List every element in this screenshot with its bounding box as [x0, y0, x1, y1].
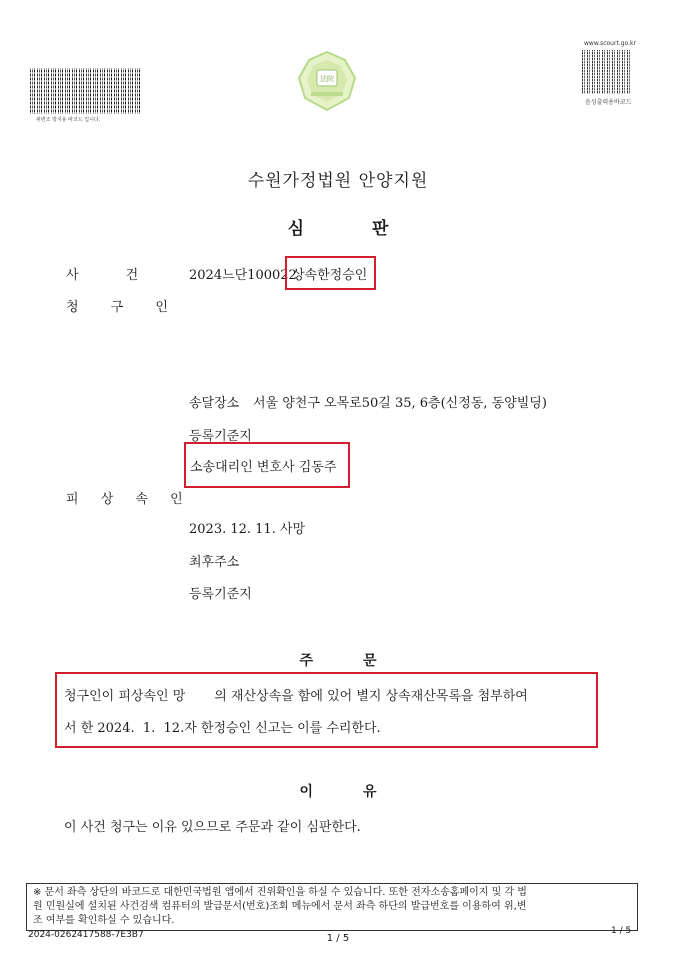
last-address-label: 최후주소 [189, 555, 240, 570]
reason-title [0, 781, 676, 801]
order-line-2: 서 한 2024. 1. 12.자 한정승인 신고는 이를 수리한다. [64, 721, 381, 736]
page-number-right: 1 / 5 [611, 926, 632, 936]
death-date: 2023. 12. 11. 사망 [189, 522, 306, 537]
reason-text: 이 사건 청구는 이유 있으므로 주문과 같이 심판한다. [64, 820, 361, 835]
order-highlight [55, 672, 598, 748]
voice-barcode-caption: 음성출력용바코드 [585, 99, 632, 106]
reason-title-char-2: 유 [363, 784, 377, 800]
case-label: 사 건 [66, 268, 140, 283]
barcode-caption: 위변조 방지용 바코드 입니다. [36, 117, 101, 123]
court-seal-icon [297, 50, 357, 112]
deceased-label: 피 상 속 인 [66, 492, 192, 507]
court-name: 수원가정법원 안양지원 [247, 171, 429, 191]
order-line-1: 청구인이 피상속인 망 의 재산상속을 함에 있어 별지 상속재산목록을 첨부하여 [64, 689, 528, 704]
title-char-2: 판 [372, 219, 389, 239]
authenticity-notice [26, 883, 638, 931]
delivery-address: 서울 양천구 오목로50길 35, 6층(신정동, 동양빌딩) [253, 396, 547, 411]
attorney-highlight [184, 442, 350, 488]
notice-line-3: 조 여부를 확인하실 수 있습니다. [33, 915, 175, 926]
delivery-label: 송달장소 [189, 396, 240, 411]
court-url: www.scourt.go.kr [584, 40, 636, 47]
claimant-registry-label: 등록기준지 [189, 429, 252, 444]
issue-number: 2024-0262417588-7E3B7 [28, 930, 144, 940]
notice-line-1: ※ 문서 좌측 상단의 바코드로 대한민국법원 앱에서 진위확인을 하실 수 있습니다. 또한 전자소송홈페이지 및 각 법 [33, 887, 527, 898]
voice-output-barcode [582, 50, 630, 94]
title-char-1: 심 [287, 219, 304, 239]
notice-line-2: 원 민원실에 설치된 사건검색 컴퓨터의 발급문서(번호)조회 메뉴에서 문서 좌측 하단의 발급번호를 이용하여 위,변 [33, 901, 527, 912]
order-title-char-2: 문 [363, 653, 377, 669]
case-name-highlight [285, 256, 376, 290]
case-name: 상속한정승인 [292, 268, 368, 283]
claimant-label: 청 구 인 [66, 300, 182, 315]
attorney-name: 소송대리인 변호사 김동주 [190, 460, 337, 475]
page-number: 1 / 5 [326, 933, 350, 944]
authenticity-barcode [30, 68, 140, 114]
seal-text: 法院 [320, 75, 334, 83]
reason-title-char-1: 이 [299, 784, 313, 800]
order-title [0, 650, 676, 670]
deceased-registry-label: 등록기준지 [189, 587, 252, 602]
document-title [0, 214, 676, 239]
order-title-char-1: 주 [299, 653, 313, 669]
case-number: 2024느단100022 [189, 268, 297, 283]
